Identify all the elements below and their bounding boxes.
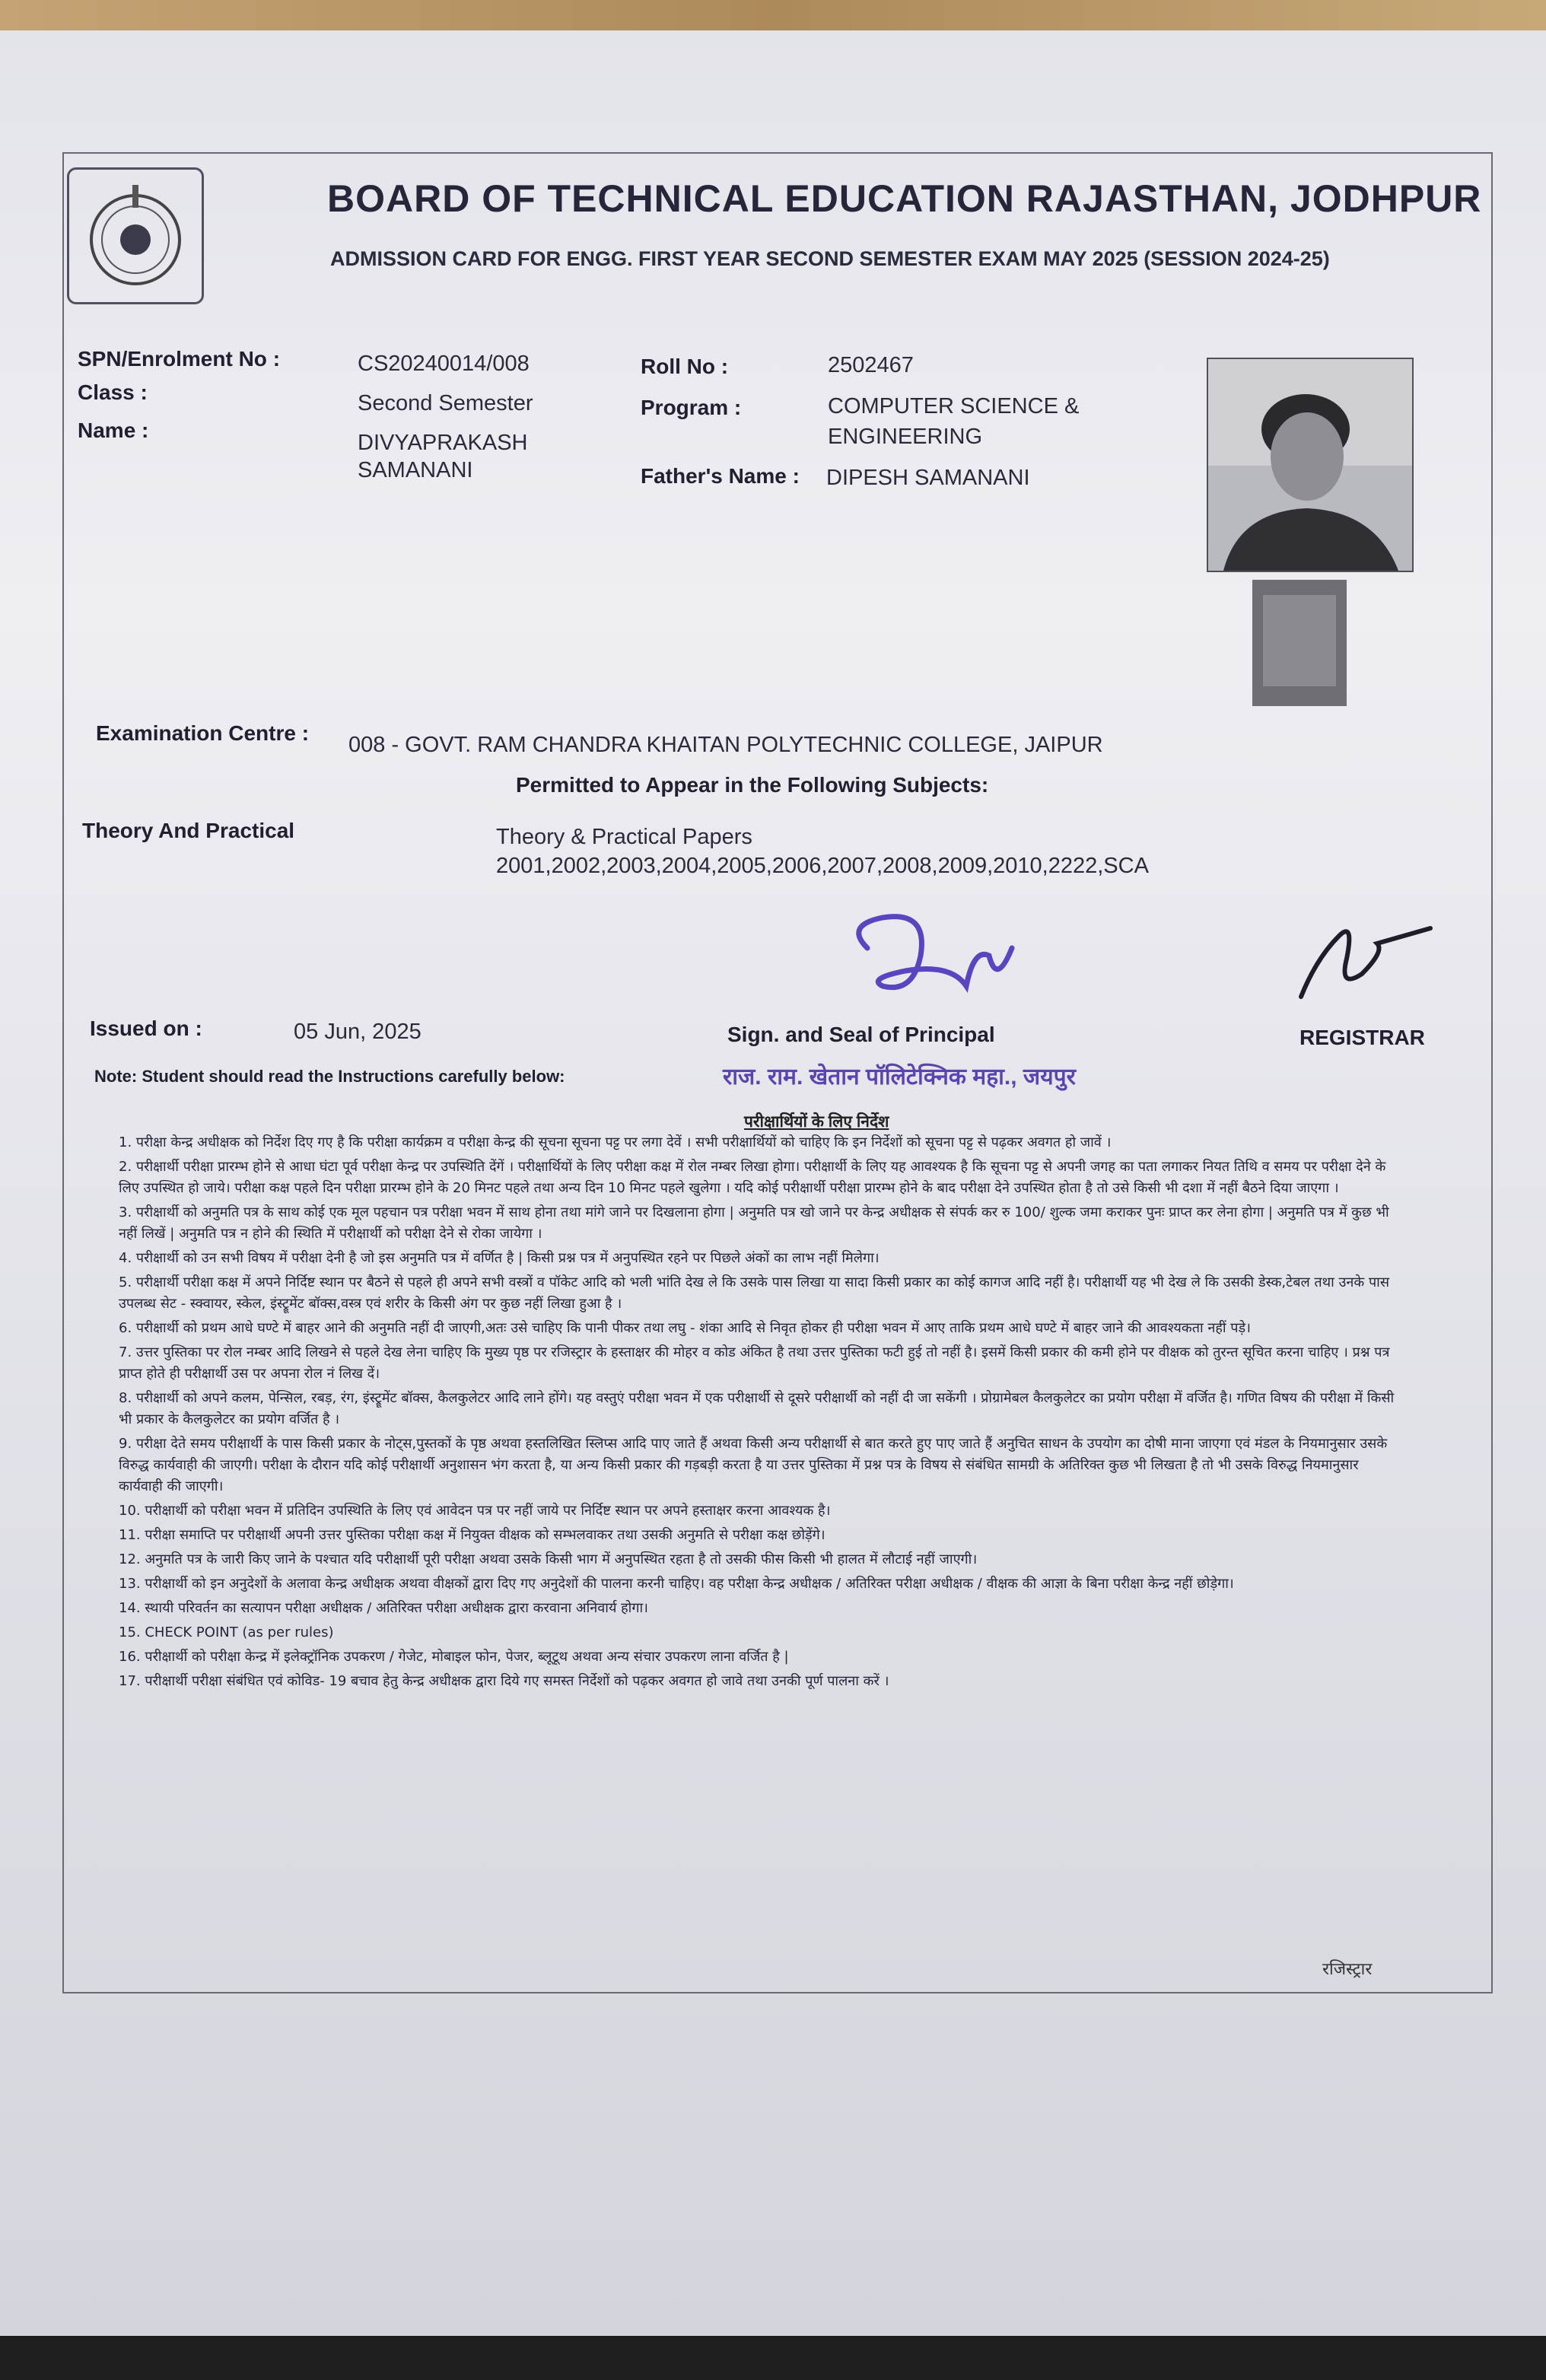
instruction-item: 2. परीक्षार्थी परीक्षा प्रारम्भ होने से आधा घंटा पूर्व परीक्षा केन्द्र पर उपस्थिति देंगें । परीक्षार्थियों के लिए परीक्षा कक्ष में रोल नम्बर लिखा होगा। परीक्षार्थी के लिए यह आवश्यक है कि सूचना पट्ट से अपनी जगह का पता लगाकर नियत तिथि व समय पर परीक्षा देने के लिए उपस्थित हो जाये। परीक्षा कक्ष पहले दिन परीक्षा प्रारम्भ होने के 20 मिनट पहले तथा अन्य दिन 10 मिनट पहले खुलेगा । यदि कोई परीक्षार्थी परीक्षा प्रारम्भ होने के बाद परीक्षा देने उपस्थित होता है तो उसे किसी भी दशा में नहीं बैठने दिया जाएगा । <box>119 1159 1386 1196</box>
papers-line1: Theory & Practical Papers <box>496 825 752 849</box>
instruction-item: 8. परीक्षार्थी को अपने कलम, पेन्सिल, रबड़, रंग, इंस्ट्रूमेंट बॉक्स, कैलकुलेटर आदि लाने होंगे। यह वस्तुएं परीक्षा भवन में एक परीक्षार्थी से दूसरे परीक्षार्थी को नहीं दी जा सकेंगी । प्रोग्रामेबल कैलकुलेटर का प्रयोग परीक्षा में वर्जित है। गणित विषय की परीक्षा में किसी भी प्रकार के कैलकुलेटर का प्रयोग वर्जित है । <box>119 1390 1395 1427</box>
instructions-list <box>119 1132 1397 1695</box>
program-value-line2: ENGINEERING <box>828 425 983 449</box>
father-name-label: Father's Name : <box>641 464 800 488</box>
instruction-item: 3. परीक्षार्थी को अनुमति पत्र के साथ कोई एक मूल पहचान पत्र परीक्षा भवन में साथ होना तथा मांगे जाने पर दिखलाना होगा | अनुमति पत्र खो जाने पर केन्द्र अधीक्षक से संपर्क कर रु 100/ शुल्क जमा कराकर पुनः प्राप्त कर लेना होगा | अनुमति पत्र में कुछ भी नहीं लिखें | अनुमति पत्र न होने की स्थिति में परीक्षार्थी को परीक्षा देने से रोका जायेगा । <box>119 1204 1389 1242</box>
principal-label: Sign. and Seal of Principal <box>727 1023 995 1046</box>
instruction-item: 1. परीक्षा केन्द्र अधीक्षक को निर्देश दिए गए है कि परीक्षा कार्यक्रम व परीक्षा केन्द्र की सूचना सूचना पट्ट पर लगा देवें । सभी परीक्षार्थियों को चाहिए कि इन निर्देशों को सूचना पट्ट से पढ़कर अवगत हो जावें । <box>119 1134 1112 1150</box>
instructions-note: Note: Student should read the Instructions carefully below: <box>94 1067 565 1086</box>
permitted-heading: Permitted to Appear in the Following Subjects: <box>516 773 989 797</box>
instruction-item: 13. परीक्षार्थी को इन अनुदेशों के अलावा केन्द्र अधीक्षक अथवा वीक्षकों द्वारा दिए गए अनुदेशों की पालना करनी चाहिए। वह परीक्षा केन्द्र अधीक्षक / अतिरिक्त परीक्षा अधीक्षक / वीक्षक की आज्ञा के बिना परीक्षा केन्द्र नहीं छोड़ेगा। <box>119 1576 1234 1592</box>
roll-value: 2502467 <box>828 353 914 377</box>
instruction-item: 7. उत्तर पुस्तिका पर रोल नम्बर आदि लिखने से पहले देख लेना चाहिए कि मुख्य पृष्ठ पर रजिस्ट्रार के हस्ताक्षर की मोहर व कोड अंकित है तथा उत्तर पुस्तिका फटी हुई तो नहीं है। इसमें किसी प्रकार की कमी होने पर वीक्षक को तुरन्त सूचित करना चाहिए । प्रश्न पत्र प्राप्त होते ही परीक्षार्थी उस पर अपना रोल नं लिख दें। <box>119 1344 1390 1382</box>
instruction-item: 9. परीक्षा देते समय परीक्षार्थी के पास किसी प्रकार के नोट्स,पुस्तकों के पृष्ठ अथवा हस्तलिखित स्लिप्स आदि पाए जाते हैं अथवा किसी अन्य परीक्षार्थी से बात करते हुए पाए जाते हैं अनुचित साधन के उपयोग का दोषी माना जाएगा एवं मंडल के नियमानुसार उसके विरुद्ध कार्यवाही की जाएगी। परीक्षा के दौरान यदि कोई परीक्षार्थी अनुशासन भंग करता है, या अन्य किसी प्रकार की गड़बड़ी करता है या उत्तर पुस्तिका में प्रश्न पत्र के विषय से संबंधित सामग्री के अतिरिक्त कुछ भी लिखता है तो भी उसके विरुद्ध नियमानुसार कार्यवाही की जाएगी। <box>119 1436 1388 1494</box>
registrar-label: REGISTRAR <box>1299 1026 1425 1049</box>
name-value-line1: DIVYAPRAKASH <box>358 431 528 455</box>
instruction-item: 17. परीक्षार्थी परीक्षा संबंधित एवं कोविड- 19 बचाव हेतु केन्द्र अधीक्षक द्वारा दिये गए समस्त निर्देशों को पढ़कर अवगत हो जावे तथा उनकी पूर्ण पालना करें । <box>119 1673 889 1689</box>
instruction-item: 6. परीक्षार्थी को प्रथम आधे घण्टे में बाहर आने की अनुमति नहीं दी जाएगी,अतः उसे चाहिए कि पानी पीकर तथा लघु - शंका आदि से निवृत होकर ही परीक्षा भवन में आए ताकि प्रथम आधे घण्टे में बाहर जाने की आवश्यकता नहीं पड़े। <box>119 1320 1251 1336</box>
board-title: BOARD OF TECHNICAL EDUCATION RAJASTHAN, JODHPUR <box>327 177 1482 220</box>
student-photo <box>1207 358 1414 572</box>
instructions-heading: परीक्षार्थियों के लिए निर्देश <box>744 1113 889 1131</box>
instruction-item: 16. परीक्षार्थी को परीक्षा केन्द्र में इलेक्ट्रॉनिक उपकरण / गेजेट, मोबाइल फोन, पेजर, ब्लूटूथ अथवा अन्य संचार उपकरण लाना वर्जित है | <box>119 1649 789 1665</box>
card-subtitle: ADMISSION CARD FOR ENGG. FIRST YEAR SECOND SEMESTER EXAM MAY 2025 (SESSION 2024-25) <box>330 247 1330 270</box>
signature-thumbnail <box>1252 580 1347 706</box>
father-name-value: DIPESH SAMANANI <box>826 466 1030 490</box>
program-value-line1: COMPUTER SCIENCE & <box>828 394 1080 418</box>
class-value: Second Semester <box>358 391 533 415</box>
program-label: Program : <box>641 396 742 419</box>
board-logo <box>67 167 204 304</box>
subject-type-label: Theory And Practical <box>82 819 295 842</box>
issued-label: Issued on : <box>90 1017 202 1040</box>
instruction-item: 5. परीक्षार्थी परीक्षा कक्ष में अपने निर्दिष्ट स्थान पर बैठने से पहले ही अपने सभी वस्त्रों व पॉकेट आदि को भली भांति देख ले कि उसके पास लिखा या सादा किसी प्रकार का कोई कागज आदि नहीं है। परीक्षार्थी यह भी देख ले कि उसकी डेस्क,टेबल तथा उनके पास उपलब्ध सेट - स्क्वायर, स्केल, इंस्ट्रूमेंट बॉक्स,वस्त्र एवं शरीर के किसी अंग पर कुछ नहीं लिखा हुआ है । <box>119 1274 1389 1312</box>
class-label: Class : <box>78 380 148 404</box>
roll-label: Roll No : <box>641 355 729 378</box>
registrar-signature <box>1293 913 1438 1012</box>
instruction-item: 4. परीक्षार्थी को उन सभी विषय में परीक्षा देनी है जो इस अनुमति पत्र में वर्णित है | किसी प्रश्न पत्र में अनुपस्थित रहने पर पिछले अंकों का लाभ नहीं मिलेगा। <box>119 1250 880 1266</box>
instruction-item: 10. परीक्षार्थी को परीक्षा भवन में प्रतिदिन उपस्थिति के लिए एवं आवेदन पत्र पर नहीं जाये पर निर्दिष्ट स्थान पर अपने हस्ताक्षर करना आवश्यक है। <box>119 1503 831 1519</box>
instruction-item: 11. परीक्षा समाप्ति पर परीक्षार्थी अपनी उत्तर पुस्तिका परीक्षा कक्ष में नियुक्त वीक्षक को सम्भलवाकर तथा उसकी अनुमति से परीक्षा कक्ष छोड़ेंगे। <box>119 1527 825 1543</box>
instruction-item: 15. CHECK POINT (as per rules) <box>119 1624 334 1640</box>
enrolment-value: CS20240014/008 <box>358 352 530 376</box>
instruction-item: 12. अनुमति पत्र के जारी किए जाने के पश्चात यदि परीक्षार्थी पूरी परीक्षा अथवा उसके किसी भाग में अनुपस्थित रहता है तो उसकी फीस किसी भी हालत में लौटाई नहीं जाएगी। <box>119 1551 978 1567</box>
enrolment-label: SPN/Enrolment No : <box>78 347 281 371</box>
exam-centre-label: Examination Centre : <box>96 721 310 745</box>
instruction-item: 14. स्थायी परिवर्तन का सत्यापन परीक्षा अधीक्षक / अतिरिक्त परीक्षा अधीक्षक द्वारा करवाना अनिवार्य होगा। <box>119 1600 648 1616</box>
name-value-line2: SAMANANI <box>358 458 473 482</box>
principal-signature <box>837 902 1035 1017</box>
issued-value: 05 Jun, 2025 <box>294 1020 421 1044</box>
registrar-initial: रजिस्ट्रार <box>1322 1959 1373 1978</box>
name-label: Name : <box>78 418 149 442</box>
college-stamp: राज. राम. खेतान पॉलिटेक्निक महा., जयपुर <box>723 1064 1076 1090</box>
papers-line2: 2001,2002,2003,2004,2005,2006,2007,2008,2009,2010,2222,SCA <box>496 854 1149 878</box>
exam-centre-value: 008 - GOVT. RAM CHANDRA KHAITAN POLYTECHNIC COLLEGE, JAIPUR <box>348 733 1103 757</box>
background-bottom-strip <box>0 2336 1546 2380</box>
